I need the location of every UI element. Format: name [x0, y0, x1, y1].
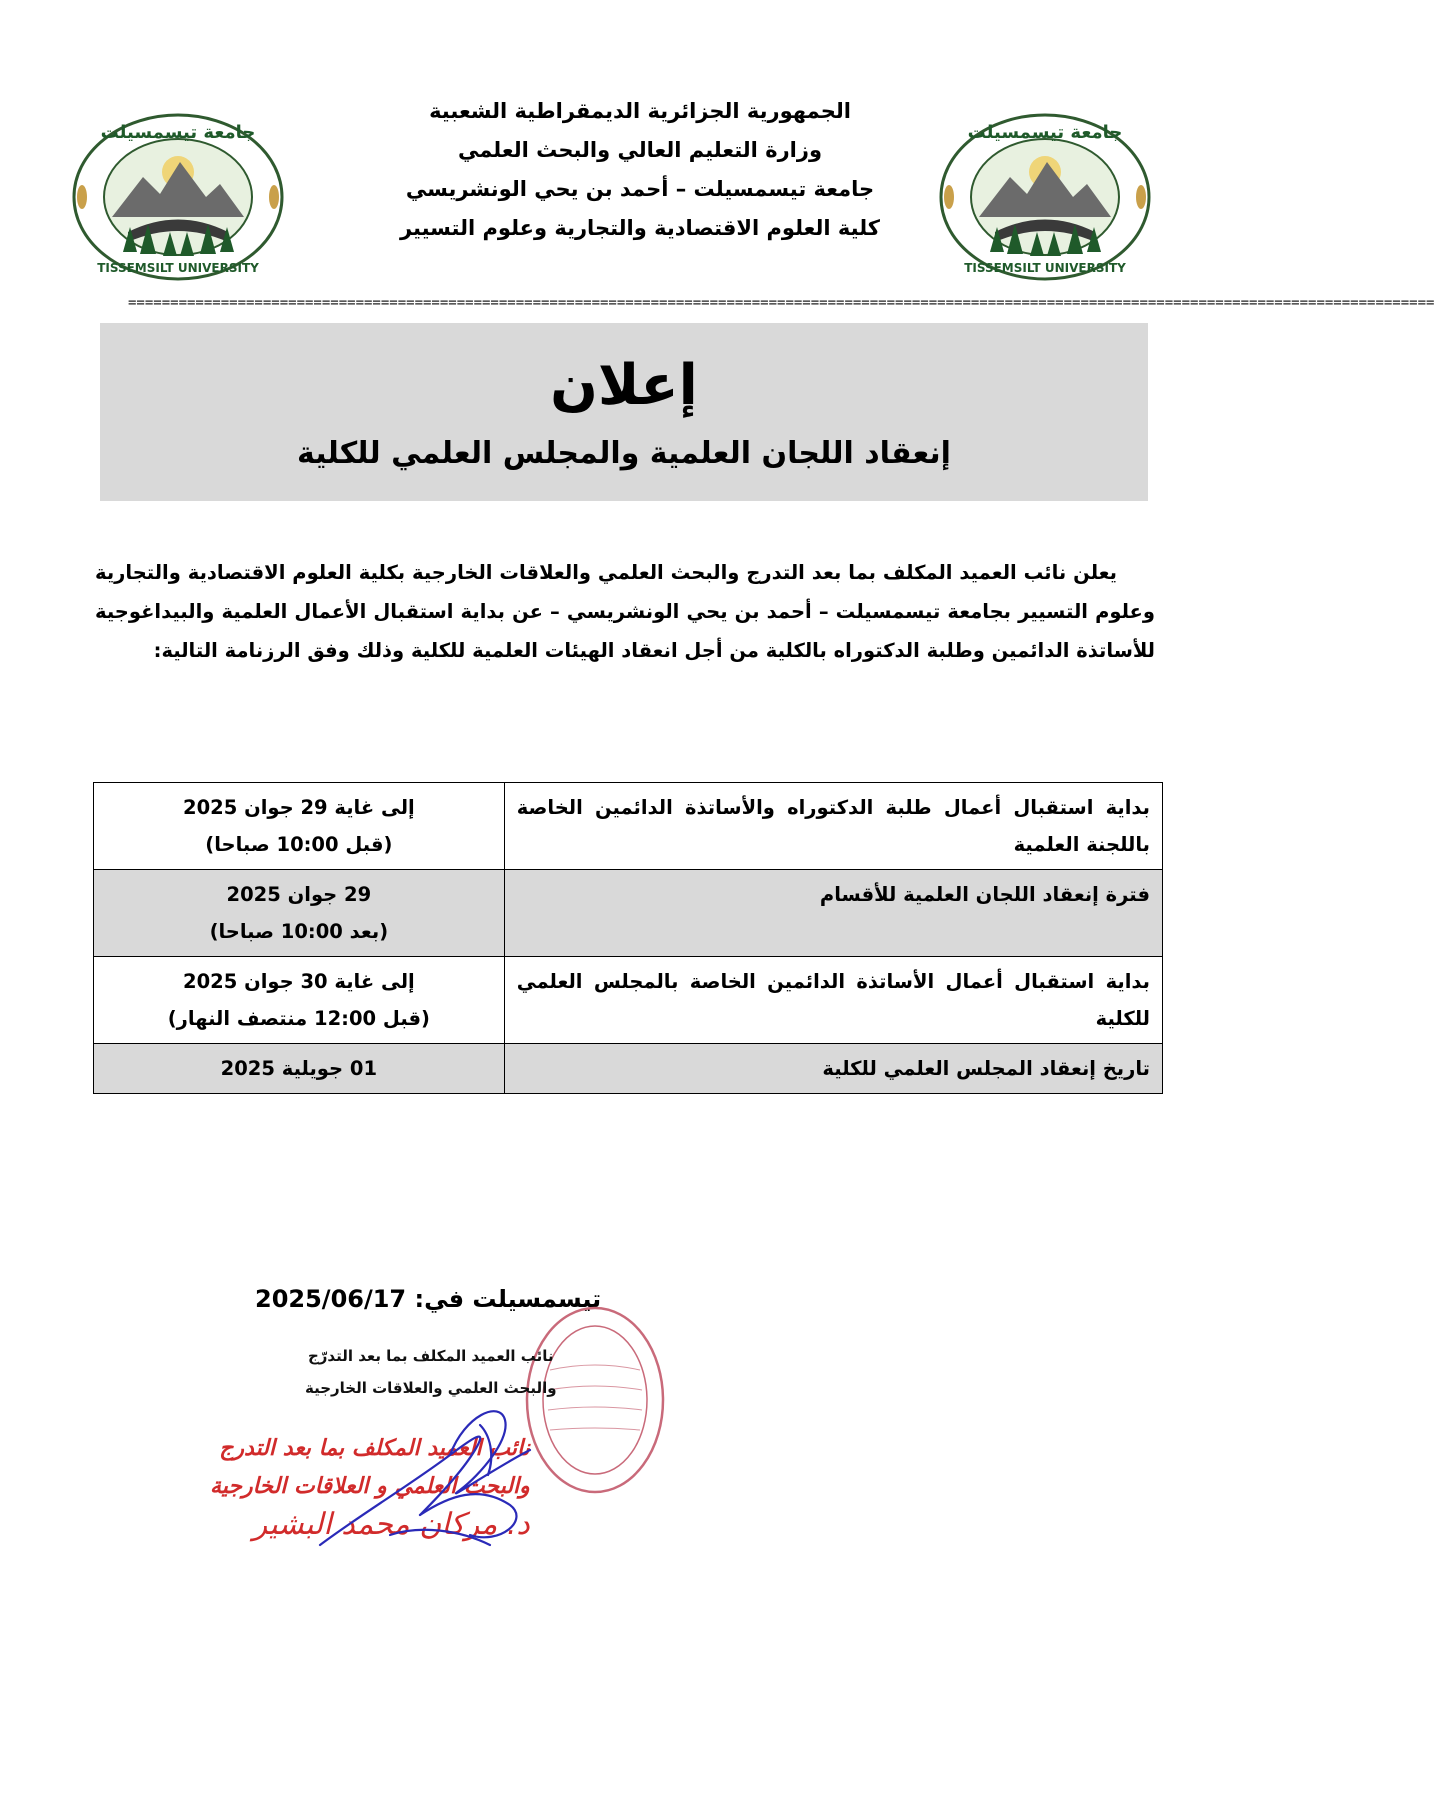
svg-text:TISSEMSILT UNIVERSITY: TISSEMSILT UNIVERSITY	[964, 261, 1126, 275]
header-republic: الجمهورية الجزائرية الديمقراطية الشعبية	[429, 99, 851, 123]
announcement-text: يعلن نائب العميد المكلف بما بعد التدرج والبحث العلمي والعلاقات الخارجية بكلية العلوم الاقتصادية والتجارية وعلوم التسيير بجامعة تيسمسيلت – أحمد بن يحي الونشريسي – عن بداية استقبال الأعمال العلمية والبيداغوجية للأساتذة الدائمين وطلبة الدكتوراه بالكلية من أجل انعقاد الهيئات العلمية للكلية وذلك وفق الرزنامة التالية:	[95, 561, 1155, 662]
announcement-subtitle: إنعقاد اللجان العلمية والمجلس العلمي للكلية	[297, 436, 951, 471]
schedule-date-cell	[94, 957, 505, 1044]
schedule-date: 01 جويلية 2025	[220, 1057, 378, 1080]
schedule-note: (قبل 12:00 منتصف النهار)	[167, 1007, 430, 1030]
schedule-date: 29 جوان 2025	[226, 883, 372, 906]
document-header	[300, 92, 980, 248]
table-row	[94, 870, 1163, 957]
schedule-date-cell	[94, 783, 505, 870]
schedule-note: (بعد 10:00 صباحا)	[209, 920, 389, 943]
schedule-date-cell	[94, 1044, 505, 1094]
schedule-date: إلى غاية 30 جوان 2025	[183, 970, 415, 993]
header-ministry: وزارة التعليم العالي والبحث العلمي	[457, 138, 823, 162]
table-row	[94, 783, 1163, 870]
header-university: جامعة تيسمسيلت – أحمد بن يحي الونشريسي	[405, 177, 875, 201]
svg-text:جامعة تيسمسيلت: جامعة تيسمسيلت	[967, 122, 1123, 143]
header-faculty: كلية العلوم الاقتصادية والتجارية وعلوم التسيير	[399, 216, 881, 240]
svg-text:TISSEMSILT UNIVERSITY: TISSEMSILT UNIVERSITY	[97, 261, 259, 275]
university-emblem-icon	[74, 115, 282, 279]
place-and-date: تيسمسيلت في: 2025/06/17	[255, 1285, 602, 1313]
schedule-table	[93, 782, 1163, 1094]
signer-title-line1: نائب العميد المكلف بما بعد التدرّج	[307, 1347, 554, 1365]
schedule-date-cell	[94, 870, 505, 957]
schedule-label: فترة إنعقاد اللجان العلمية للأقسام	[504, 870, 1162, 957]
signer-title-line2: والبحث العلمي والعلاقات الخارجية	[305, 1379, 557, 1397]
table-row	[94, 1044, 1163, 1094]
announcement-body	[95, 553, 1155, 670]
stamp-line2: والبحث العلمي و العلاقات الخارجية	[210, 1474, 530, 1499]
schedule-note: (قبل 10:00 صباحا)	[205, 833, 393, 856]
stamp-name: د. مركان محمد البشير	[252, 1507, 530, 1542]
announcement-title: إعلان	[550, 353, 698, 418]
stamp-line1: نائب العميد المكلف بما بعد التدرج	[219, 1436, 530, 1461]
schedule-label: تاريخ إنعقاد المجلس العلمي للكلية	[504, 1044, 1162, 1094]
schedule-label: بداية استقبال أعمال الأساتذة الدائمين الخاصة بالمجلس العلمي للكلية	[504, 957, 1162, 1044]
schedule-label: بداية استقبال أعمال طلبة الدكتوراه والأساتذة الدائمين الخاصة باللجنة العلمية	[504, 783, 1162, 870]
svg-text:جامعة تيسمسيلت: جامعة تيسمسيلت	[100, 122, 256, 143]
table-row	[94, 957, 1163, 1044]
handwritten-signature-icon	[300, 1395, 590, 1565]
header-separator: ===========================================================================================================================================================	[128, 295, 1434, 311]
schedule-date: إلى غاية 29 جوان 2025	[183, 796, 415, 819]
university-logo-left	[68, 112, 288, 282]
announcement-banner	[100, 323, 1148, 501]
